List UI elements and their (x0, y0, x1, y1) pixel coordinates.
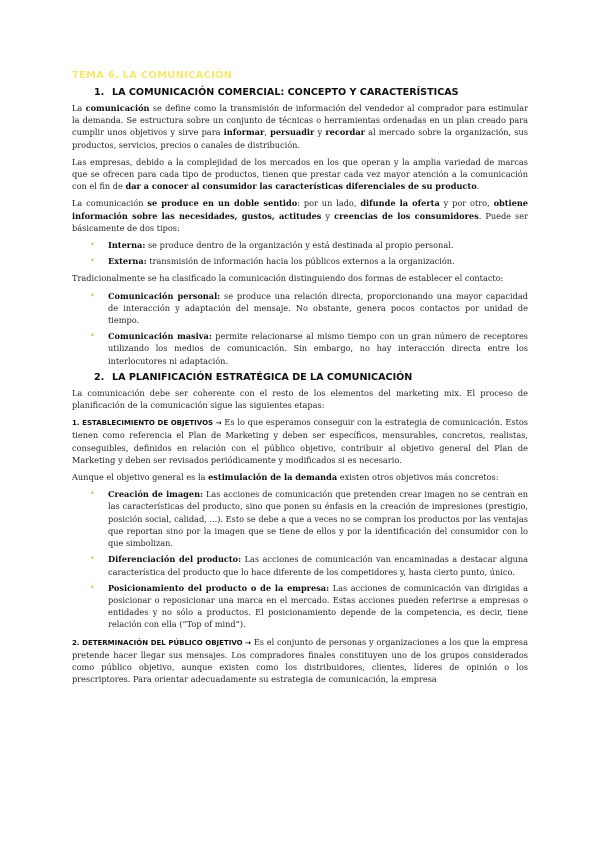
section-1-number: 1. (94, 87, 105, 98)
topic-title: TEMA 6. LA COMUNICACIÓN (72, 70, 233, 81)
s1-paragraph-3: La comunicación se produce en un doble sentido: por un lado, difunde la oferta y por otro, obtiene información sobre las necesidades, gustos, actitudes y creencias de los consumidores. Puede ser básicamente de dos tipos: (72, 198, 529, 233)
section-2-title: LA PLANIFICACIÓN ESTRATÉGICA DE LA COMUNICACIÓN (112, 371, 413, 383)
list-item: • Posicionamiento del producto o de la empresa: Las acciones de comunicación van dirigidas a posicionar o reposicionar una marca en el mercado. Estas acciones pueden referirse a empresas o entidades y no sólo a productos. El posicionamiento depende de la competencia, es decir, tiene relación con ella (“Top of mind”). (90, 582, 528, 630)
document-page (72, 70, 528, 690)
list-item: • Interna: se produce dentro de la organización y está destinada al propio personal. (90, 240, 454, 251)
s2-step-1: 1. ESTABLECIMIENTO DE OBJETIVOS → Es lo que esperamos conseguir con la estrategia de comunicación. Estos tienen como referencia el Plan de Marketing y deben ser específicos, mensurables, concretos, realistas, conseguibles, definidos en relación con el público objetivo, contribuir al objetivo general del Plan de Marketing y deben ser revisados periódicamente y modificados si es necesario. (72, 417, 528, 465)
step-2-label: 2. DETERMINACIÓN DEL PÚBLICO OBJETIVO → (72, 638, 252, 647)
s1-paragraph-4: Tradicionalmente se ha clasificado la comunicación distinguiendo dos formas de establecer el contacto: (72, 273, 504, 284)
s2-paragraph-2: Aunque el objetivo general es la estimulación de la demanda existen otros objetivos más concretos: (72, 472, 499, 483)
section-1-title: LA COMUNICACIÓN COMERCIAL: CONCEPTO Y CARACTERÍSTICAS (112, 87, 459, 98)
bullet-icon: • (90, 256, 95, 266)
objectives-list (72, 488, 528, 630)
list-item: • Creación de imagen: Las acciones de comunicación que pretenden crear imagen no se centran en las características del producto, sino que ponen su énfasis en la creación de impresiones (prestigio, posición social, calidad, ...). Esto se debe a que a veces no se compran los productos por las ventajas que reportan sino por la imagen que se tiene de ellos y por la identificación del consumidor con lo que simbolizan. (90, 489, 528, 549)
bullet-icon: • (90, 489, 95, 499)
bullet-icon: • (90, 331, 95, 341)
section-2-number: 2. (94, 371, 105, 383)
s1-paragraph-1: La comunicación se define como la transmisión de información del vendedor al comprador para estimular la demanda. Se estructura sobre un conjunto de técnicas o herramientas ordenadas en un plan creado para cumplir unos objetivos y sirve para informar, persuadir y recordar al mercado sobre la organización, sus productos, servicios, precios o canales de distribución. (72, 103, 528, 150)
bullet-icon: • (90, 554, 95, 564)
section-1-heading (94, 87, 528, 98)
section-2-heading (94, 372, 528, 383)
step-1-label: 1. ESTABLECIMIENTO DE OBJETIVOS → (72, 419, 222, 428)
bullet-icon: • (90, 582, 95, 592)
contact-forms-list (72, 290, 528, 367)
list-item: • Diferenciación del producto: Las acciones de comunicación van encaminadas a destacar alguna característica del producto que lo hace diferente de los competidores y, hasta cierto punto, único. (90, 554, 528, 577)
s2-paragraph-1: La comunicación debe ser coherente con el resto de los elementos del marketing mix. El proceso de planificación de la comunicación sigue las siguientes etapas: (72, 387, 528, 411)
list-item: • Comunicación masiva: permite relacionarse al mismo tiempo con un gran número de receptores utilizando los medios de comunicación. Sin embargo, no hay interacción directa entre los interlocutores ni adaptación. (90, 331, 528, 366)
list-item: • Comunicación personal: se produce una relación directa, proporcionando una mayor capacidad de interacción y adaptación del mensaje. No obstante, genera pocos contactos por unidad de tiempo. (90, 290, 529, 326)
bullet-icon: • (90, 240, 95, 250)
communication-types-list (72, 239, 528, 267)
list-item: • Externa: transmisión de información hacia los públicos externos a la organización. (90, 256, 455, 267)
s2-step-2: 2. DETERMINACIÓN DEL PÚBLICO OBJETIVO → Es el conjunto de personas y organizaciones a los que la empresa pretende hacer llegar sus mensajes. Los compradores finales constituyen uno de los grupos considerados como público objetivo, aunque existen como los distribuidores, clientes, líderes de opinión o los prescriptores. Para orientar adecuadamente su estrategia de comunicación, la empresa (72, 636, 528, 685)
s1-paragraph-2: Las empresas, debido a la complejidad de los mercados en los que operan y la amplia variedad de marcas que se ofrecen para cada tipo de productos, tienen que prestar cada vez mayor atención a la comunicación con el fin de dar a conocer al consumidor las características diferenciales de su producto. (72, 156, 528, 192)
bullet-icon: • (90, 290, 95, 300)
